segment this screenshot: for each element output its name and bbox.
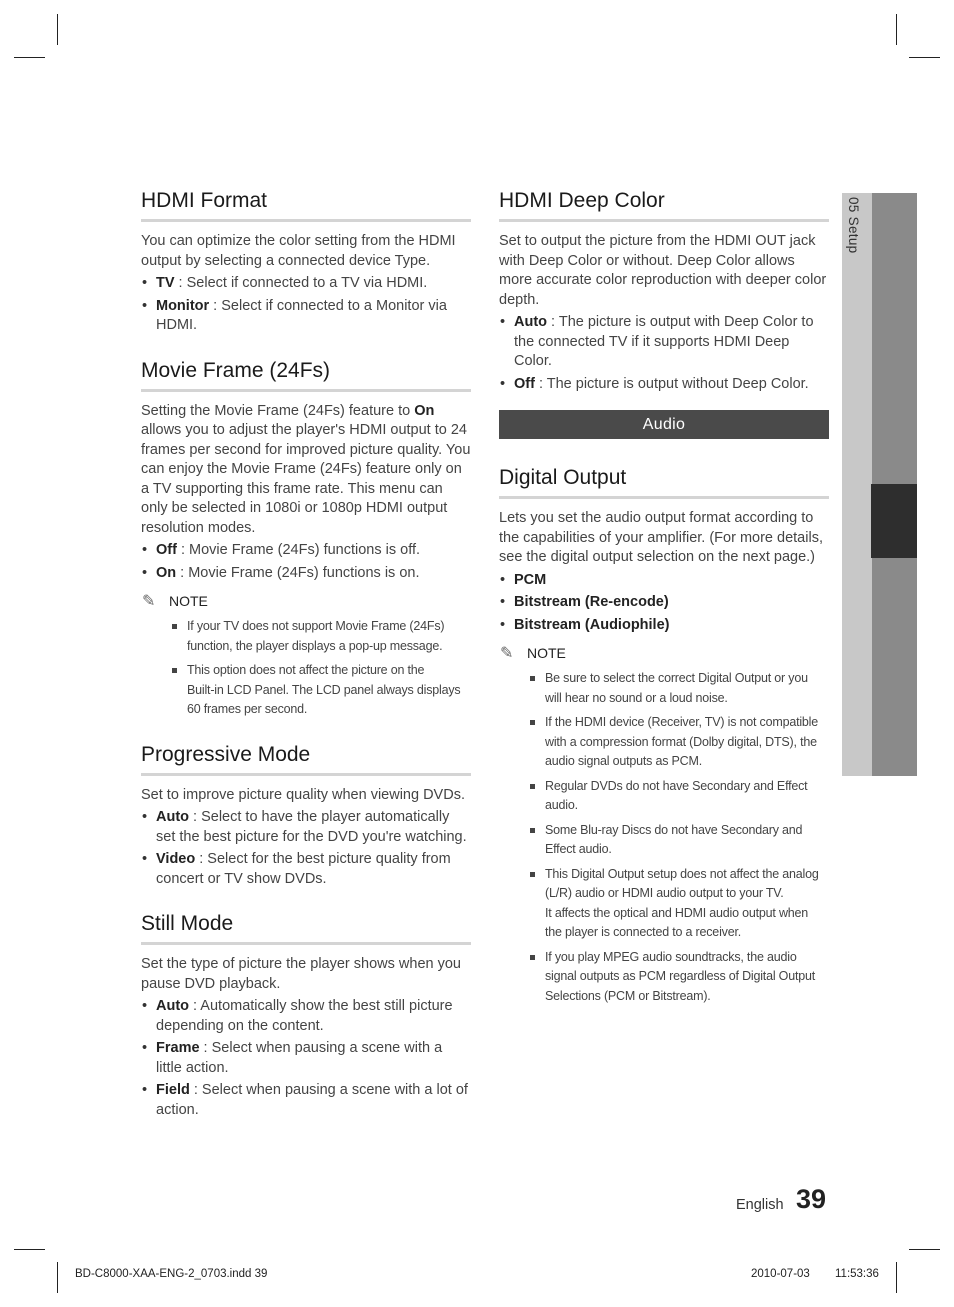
section-title: Digital Output [499,465,829,499]
print-slug-file: BD-C8000-XAA-ENG-2_0703.indd 39 [75,1268,268,1280]
option-item: • Video : Select for the best picture quality from concert or TV show DVDs. [141,850,471,889]
option-item: • Bitstream (Re-encode) [499,593,829,613]
crop-mark [14,1249,45,1250]
chapter-label: 05 Setup [846,197,861,254]
section-title: HDMI Format [141,188,471,222]
note-item: Regular DVDs do not have Secondary and Effect audio. [527,777,829,816]
crop-mark [57,1262,58,1293]
option-list [141,997,471,1120]
option-item: • Off : The picture is output without Deep Color. [499,375,829,395]
note-block [499,643,829,1006]
option-item: • Bitstream (Audiophile) [499,616,829,636]
print-slug-time: 11:53:36 [835,1268,879,1280]
section-intro: Set to output the picture from the HDMI OUT jack with Deep Color or without. Deep Color allows more accurate color reproduction with deeper color depth. [499,233,827,308]
option-list [141,541,471,583]
still-mode-section [141,911,471,1120]
note-item: This option does not affect the picture on the Built-in LCD Panel. The LCD panel always displays 60 frames per second. [169,661,471,720]
note-item: If your TV does not support Movie Frame (24Fs) function, the player displays a pop-up message. [169,617,471,656]
footer-language: English [736,1197,784,1213]
option-list [499,313,829,394]
option-item: • Off : Movie Frame (24Fs) functions is off. [141,541,471,561]
crop-mark [896,1262,897,1293]
side-tab-light-strip [842,193,872,776]
note-block [141,591,471,720]
option-list [141,274,471,336]
note-label: NOTE [527,645,566,661]
crop-mark [909,57,940,58]
chapter-side-tab [842,193,917,776]
option-item: • Monitor : Select if connected to a Monitor via HDMI. [141,297,471,336]
note-item: If the HDMI device (Receiver, TV) is not compatible with a compression format (Dolby digital, DTS), the audio signal outputs as PCM. [527,713,829,772]
section-title: Still Mode [141,911,471,945]
right-column [499,188,829,1028]
option-list [499,571,829,636]
page-number: 39 [796,1184,827,1214]
note-item: This Digital Output setup does not affect the analog (L/R) audio or HDMI audio output to your TV. It affects the optical and HDMI audio output when the player is connected to a receiver. [527,865,829,943]
section-intro: Set the type of picture the player shows when you pause DVD playback. [141,956,461,992]
note-item: If you play MPEG audio soundtracks, the audio signal outputs as PCM regardless of Digital Output Selections (PCM or Bitstream). [527,948,829,1007]
note-item: Be sure to select the correct Digital Output or you will hear no sound or a loud noise. [527,669,829,708]
left-column [141,188,471,1142]
section-title: Progressive Mode [141,742,471,776]
side-tab-active-marker [871,484,917,558]
crop-mark [896,14,897,45]
section-title: Movie Frame (24Fs) [141,358,471,392]
option-list [141,808,471,889]
option-item: • PCM [499,571,829,591]
crop-mark [909,1249,940,1250]
option-item: • Auto : The picture is output with Deep Color to the connected TV if it supports HDMI Deep Color. [499,313,829,372]
section-intro: You can optimize the color setting from the HDMI output by selecting a connected device Type. [141,233,456,269]
section-title: HDMI Deep Color [499,188,829,222]
pencil-icon: ✎ [142,593,156,610]
note-item: Some Blu-ray Discs do not have Secondary and Effect audio. [527,821,829,860]
option-item: • TV : Select if connected to a TV via HDMI. [141,274,471,294]
section-intro: Lets you set the audio output format according to the capabilities of your amplifier. (For more details, see the digital output selection on the next page.) [499,510,823,565]
option-item: • Auto : Select to have the player automatically set the best picture for the DVD you're watching. [141,808,471,847]
hdmi-deep-color-section [499,188,829,394]
audio-section-band: Audio [499,410,829,439]
pencil-icon: ✎ [500,645,514,662]
crop-mark [57,14,58,45]
option-item: • Auto : Automatically show the best still picture depending on the content. [141,997,471,1036]
note-label: NOTE [169,593,208,609]
option-item: • Field : Select when pausing a scene with a lot of action. [141,1081,471,1120]
crop-mark [14,57,45,58]
movie-frame-section [141,358,471,720]
progressive-mode-section [141,742,471,890]
section-intro: Setting the Movie Frame (24Fs) feature to On allows you to adjust the player's HDMI output to 24 frames per second for improved picture quality. You can enjoy the Movie Frame (24Fs) feature only on a TV supporting this frame rate. This menu can only be selected in 1080i or 1080p HDMI output resolution modes. [141,402,471,536]
option-item: • On : Movie Frame (24Fs) functions is on. [141,564,471,584]
digital-output-section [499,465,829,1006]
option-item: • Frame : Select when pausing a scene with a little action. [141,1039,471,1078]
print-slug-date: 2010-07-03 [751,1268,810,1280]
section-intro: Set to improve picture quality when viewing DVDs. [141,786,465,803]
hdmi-format-section [141,188,471,336]
